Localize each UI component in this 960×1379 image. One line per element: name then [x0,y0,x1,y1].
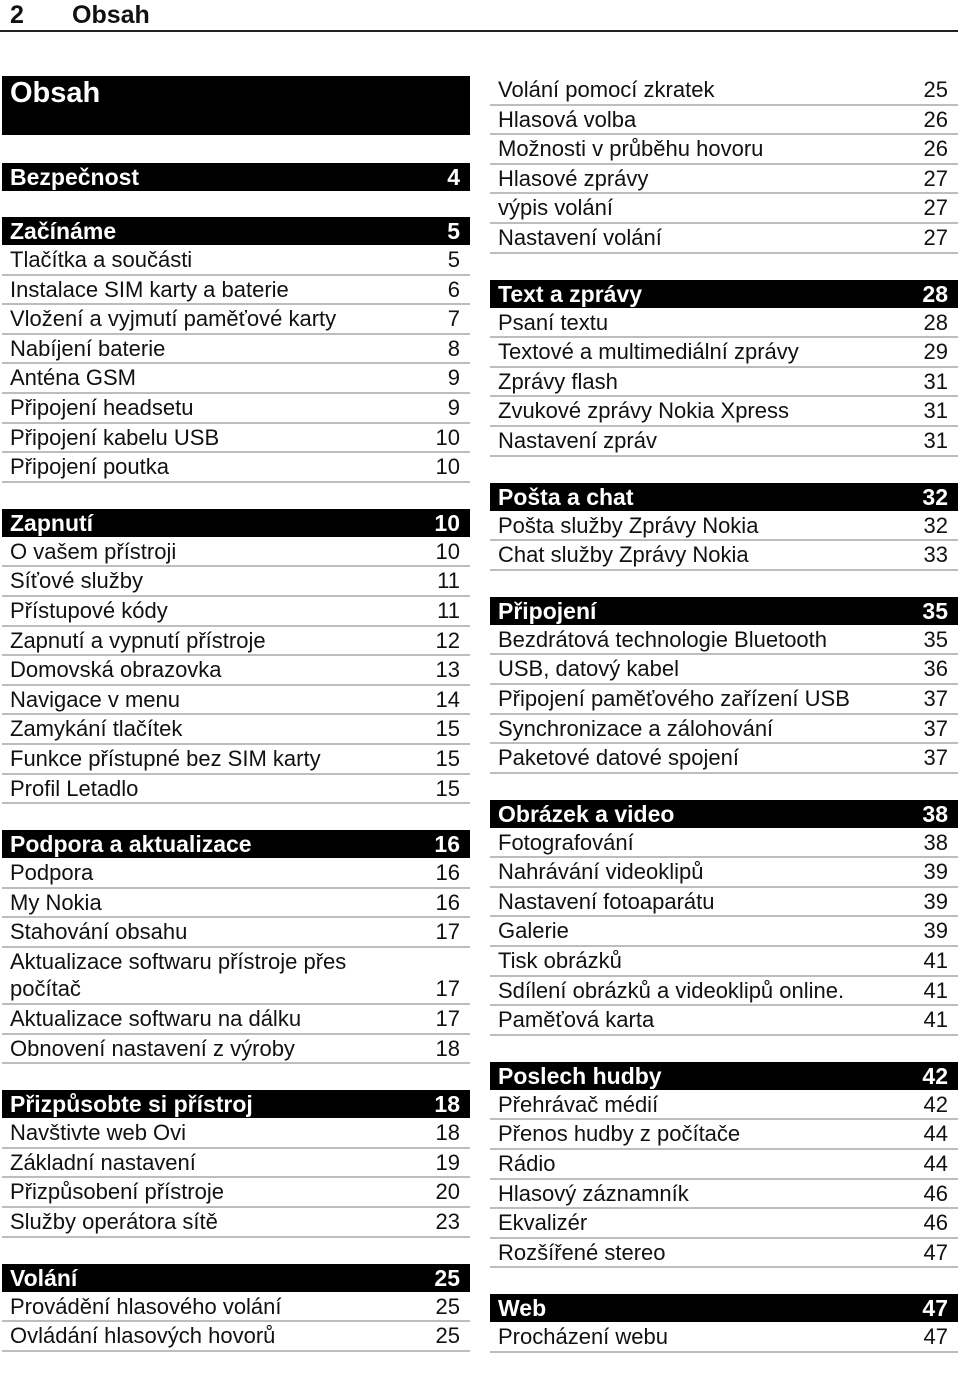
entry-page: 16 [435,889,460,915]
entry-page: 17 [435,976,460,1002]
toc-section-heading[interactable] [2,163,470,191]
toc-entry[interactable] [490,715,958,745]
toc-entry[interactable] [2,948,470,1005]
toc-entry[interactable] [490,829,958,859]
toc-entry[interactable] [490,427,958,457]
toc-entry[interactable] [490,338,958,368]
entry-page: 27 [923,165,948,191]
entry-page: 37 [923,745,948,771]
section-title: Začínáme [10,218,117,244]
toc-entry[interactable] [2,276,470,306]
entry-label: USB, datový kabel [498,656,679,682]
entry-label: Hlasová volba [498,106,637,132]
entry-label: Nastavení zpráv [498,427,657,453]
toc-title: Obsah [2,76,470,135]
entry-page: 17 [435,919,460,945]
entry-page: 31 [923,368,948,394]
entry-label: Chat služby Zprávy Nokia [498,542,749,568]
entry-label: Ekvalizér [498,1210,588,1236]
toc-section [2,163,470,191]
toc-entry[interactable] [490,1323,958,1353]
section-page: 38 [922,800,948,827]
toc-entry[interactable] [490,1239,958,1269]
entry-page: 46 [923,1210,948,1236]
entry-label: Funkce přístupné bez SIM karty [10,745,321,771]
page-number: 2 [10,1,24,29]
entry-page: 25 [435,1293,460,1319]
toc-section-heading[interactable] [2,1264,470,1292]
entry-page: 27 [923,224,948,250]
entry-page: 47 [923,1239,948,1265]
entry-page: 26 [923,106,948,132]
toc-section-heading[interactable] [490,597,958,625]
toc-section [2,217,470,483]
toc-entry[interactable] [490,685,958,715]
toc-entry[interactable] [2,1149,470,1179]
entry-label: Nastavení volání [498,224,662,250]
entry-label: výpis volání [498,195,613,221]
entry-page: 39 [923,859,948,885]
entry-page: 10 [435,538,460,564]
toc-section [490,1294,958,1353]
toc-section-heading[interactable] [490,1294,958,1322]
entry-page: 17 [435,1006,460,1032]
toc-section [490,483,958,571]
entry-label: Galerie [498,918,569,944]
entry-label: Možnosti v průběhu hovoru [498,136,764,162]
toc-entry[interactable] [490,744,958,774]
entry-label: Obnovení nastavení z výroby [10,1035,295,1061]
entry-page: 31 [923,427,948,453]
entry-label: Aktualizace softwaru přístroje přes počítač [10,948,347,1002]
entry-page: 39 [923,918,948,944]
toc-entry[interactable] [2,1035,470,1065]
toc-section-heading[interactable] [2,509,470,537]
toc-section-heading[interactable] [490,800,958,828]
entry-page: 41 [923,948,948,974]
entry-page: 20 [435,1179,460,1205]
toc-entry[interactable] [2,627,470,657]
entry-page: 36 [923,656,948,682]
entry-page: 16 [435,860,460,886]
toc-entry[interactable] [490,368,958,398]
section-page: 35 [922,597,948,624]
entry-page: 9 [447,365,460,391]
entry-label: Zvukové zprávy Nokia Xpress [498,398,789,424]
entry-page: 18 [435,1120,460,1146]
toc-column-right [490,76,958,1379]
entry-label: Přenos hudby z počítače [498,1121,741,1147]
entry-page: 15 [435,745,460,771]
running-title: Obsah [72,1,150,29]
toc-section-heading[interactable] [2,1090,470,1118]
entry-label: Připojení headsetu [10,394,194,420]
toc-entry[interactable] [2,1119,470,1149]
toc-entry[interactable] [490,135,958,165]
entry-page: 11 [437,597,460,623]
toc-entry[interactable] [490,977,958,1007]
toc-entry[interactable] [490,1120,958,1150]
toc-section [2,509,470,804]
entry-label: Připojení paměťového zařízení USB [498,685,850,711]
toc-entry[interactable] [2,745,470,775]
entry-page: 47 [923,1324,948,1350]
toc-section [490,280,958,457]
entry-label: Zprávy flash [498,368,618,394]
entry-page: 5 [447,247,460,272]
entry-page: 8 [447,335,460,361]
section-page: 16 [434,831,460,858]
entry-label: Základní nastavení [10,1149,196,1175]
toc-entry[interactable] [490,512,958,542]
section-title: Připojení [498,597,597,624]
toc-entry[interactable] [2,1208,470,1238]
toc-entry[interactable] [2,424,470,454]
entry-label: Síťové služby [10,568,143,594]
entry-page: 42 [923,1091,948,1117]
entry-label: Paměťová karta [498,1007,655,1033]
section-title: Přizpůsobte si přístroj [10,1091,253,1118]
entry-page: 37 [923,715,948,741]
toc-section [490,800,958,1036]
section-page: 28 [922,280,948,307]
toc-entry[interactable] [490,309,958,339]
section-title: Pošta a chat [498,483,634,510]
entry-label: Synchronizace a zálohování [498,715,774,741]
entry-page: 25 [435,1323,460,1349]
entry-label: Procházení webu [498,1324,668,1350]
entry-label: Paketové datové spojení [498,745,739,771]
toc-entry[interactable] [2,1293,470,1323]
toc-entry[interactable] [490,888,958,918]
entry-label: Navigace v menu [10,686,180,712]
entry-label: Tisk obrázků [498,948,622,974]
section-page: 32 [922,483,948,510]
entry-page: 39 [923,888,948,914]
toc-entry[interactable] [2,918,470,948]
entry-page: 29 [923,339,948,365]
entry-page: 46 [923,1180,948,1206]
entry-page: 26 [923,136,948,162]
entry-page: 35 [923,626,948,652]
entry-page: 32 [923,512,948,538]
toc-entry[interactable] [2,686,470,716]
toc-entry[interactable] [490,165,958,195]
section-page: 18 [434,1091,460,1118]
toc-section-heading[interactable] [2,830,470,858]
toc-section [490,597,958,774]
entry-label: Textové a multimediální zprávy [498,339,799,365]
entry-label: Instalace SIM karty a baterie [10,276,289,302]
toc-entry[interactable] [490,224,958,254]
toc-entry[interactable] [490,858,958,888]
toc-section [490,76,958,254]
entry-label: Provádění hlasového volání [10,1293,282,1319]
toc-entry[interactable] [490,106,958,136]
entry-label: Zapnutí a vypnutí přístroje [10,627,266,653]
toc-entry[interactable] [490,76,958,106]
entry-page: 10 [435,424,460,450]
entry-page: 23 [435,1209,460,1235]
toc-entry[interactable] [490,1006,958,1036]
entry-label: Zamykání tlačítek [10,716,183,742]
entry-label: O vašem přístroji [10,538,177,564]
entry-page: 18 [435,1035,460,1061]
entry-label: Profil Letadlo [10,775,139,801]
section-title: Poslech hudby [498,1062,662,1089]
section-title: Bezpečnost [10,164,140,190]
toc-entry[interactable] [2,715,470,745]
entry-page: 7 [447,306,460,332]
entry-label: Přizpůsobení přístroje [10,1179,224,1205]
entry-label: Navštivte web Ovi [10,1120,187,1146]
toc-entry[interactable] [2,364,470,394]
entry-label: Anténa GSM [10,365,136,391]
toc-entry[interactable] [2,859,470,889]
toc-entry[interactable] [2,246,470,276]
running-header [0,0,958,32]
entry-label: Nastavení fotoaparátu [498,888,715,914]
section-page: 5 [447,218,460,244]
section-page: 47 [922,1295,948,1322]
section-page: 4 [447,164,460,190]
entry-label: Sdílení obrázků a videoklipů online. [498,977,845,1003]
toc-entry[interactable] [490,1150,958,1180]
entry-page: 10 [435,454,460,480]
entry-page: 15 [435,716,460,742]
toc-entry[interactable] [2,597,470,627]
entry-label: Připojení kabelu USB [10,424,220,450]
entry-label: My Nokia [10,889,102,915]
section-title: Podpora a aktualizace [10,831,252,858]
section-page: 25 [434,1264,460,1291]
toc-section [2,830,470,1064]
entry-page: 33 [923,542,948,568]
toc-entry[interactable] [490,1180,958,1210]
toc-section [490,1062,958,1269]
entry-page: 19 [435,1149,460,1175]
entry-label: Volání pomocí zkratek [498,77,715,102]
toc-section [2,1090,470,1237]
entry-label: Rádio [498,1151,556,1177]
toc-entry[interactable] [2,656,470,686]
toc-entry[interactable] [490,947,958,977]
toc-entry[interactable] [2,305,470,335]
entry-page: 14 [435,686,460,712]
toc-column-left [2,76,470,1378]
toc-entry[interactable] [490,655,958,685]
entry-label: Domovská obrazovka [10,657,222,683]
section-title: Obrázek a video [498,800,675,827]
entry-label: Přístupové kódy [10,597,168,623]
entry-page: 13 [435,657,460,683]
section-page: 42 [922,1062,948,1089]
entry-label: Stahování obsahu [10,919,188,945]
entry-page: 44 [923,1151,948,1177]
toc-entry[interactable] [2,335,470,365]
entry-page: 31 [923,398,948,424]
toc-section-heading[interactable] [490,1062,958,1090]
toc-entry[interactable] [490,1209,958,1239]
toc-section [2,1264,470,1352]
toc-entry[interactable] [2,1322,470,1352]
entry-page: 41 [923,977,948,1003]
entry-page: 37 [923,685,948,711]
entry-label: Hlasové zprávy [498,165,649,191]
section-title: Web [498,1295,547,1322]
entry-label: Přehrávač médií [498,1091,659,1117]
section-title: Text a zprávy [498,280,643,307]
section-title: Volání [10,1264,78,1291]
entry-label: Pošta služby Zprávy Nokia [498,512,759,538]
toc-section-heading[interactable] [490,483,958,511]
toc-entry[interactable] [490,541,958,571]
entry-label: Nabíjení baterie [10,335,166,361]
entry-page: 25 [923,77,948,102]
entry-label: Ovládání hlasových hovorů [10,1323,276,1349]
entry-label: Nahrávání videoklipů [498,859,704,885]
toc-entry[interactable] [2,889,470,919]
section-page: 10 [434,509,460,536]
entry-page: 28 [923,309,948,335]
entry-page: 9 [447,394,460,420]
toc-entry[interactable] [490,626,958,656]
entry-label: Aktualizace softwaru na dálku [10,1006,302,1032]
entry-page: 41 [923,1007,948,1033]
entry-page: 12 [435,627,460,653]
toc-entry[interactable] [2,1178,470,1208]
entry-label: Tlačítka a součásti [10,247,193,272]
toc-section-heading[interactable] [2,217,470,245]
toc-entry[interactable] [490,1091,958,1121]
entry-label: Rozšířené stereo [498,1239,666,1265]
toc-entry[interactable] [490,194,958,224]
entry-label: Hlasový záznamník [498,1180,689,1206]
toc-entry[interactable] [490,397,958,427]
toc-entry[interactable] [2,453,470,483]
entry-label: Bezdrátová technologie Bluetooth [498,626,828,652]
entry-page: 11 [437,568,460,594]
entry-page: 44 [923,1121,948,1147]
toc-entry[interactable] [2,567,470,597]
toc-entry[interactable] [490,917,958,947]
entry-page: 38 [923,829,948,855]
entry-page: 15 [435,775,460,801]
entry-label: Vložení a vyjmutí paměťové karty [10,306,337,332]
section-title: Zapnutí [10,509,94,536]
entry-label: Fotografování [498,829,634,855]
entry-page: 27 [923,195,948,221]
toc-section-heading[interactable] [490,280,958,308]
toc-entry[interactable] [2,394,470,424]
entry-page: 6 [447,276,460,302]
entry-label: Služby operátora sítě [10,1209,218,1235]
entry-label: Podpora [10,860,94,886]
entry-label: Připojení poutka [10,454,169,480]
toc-entry[interactable] [2,538,470,568]
toc-entry[interactable] [2,1005,470,1035]
entry-label: Psaní textu [498,309,609,335]
toc-entry[interactable] [2,775,470,805]
